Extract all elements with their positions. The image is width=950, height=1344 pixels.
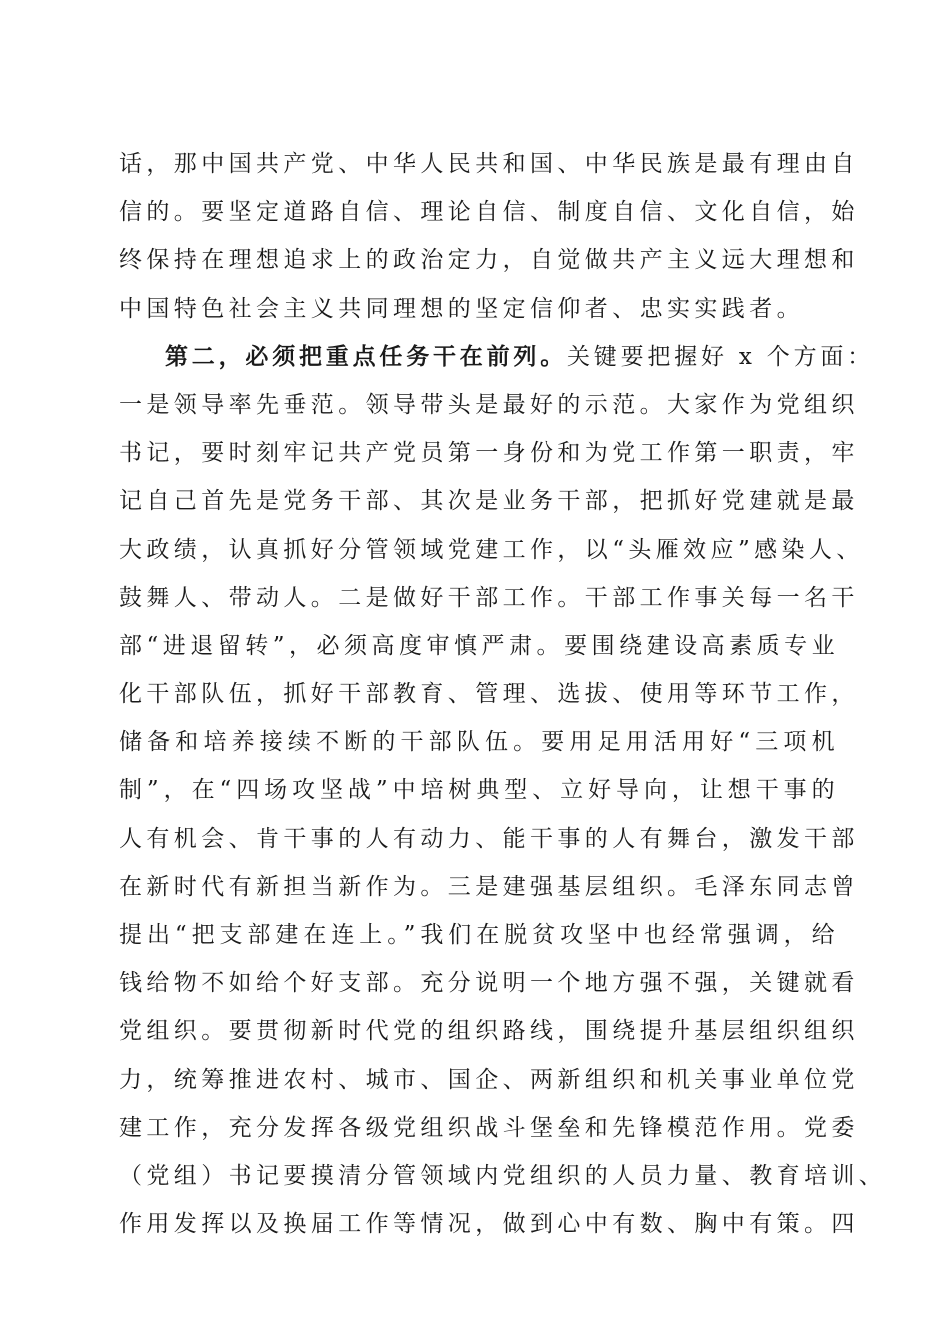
text-line: 人有机会、肯干事的人有动力、能干事的人有舞台，激发干部	[119, 825, 859, 852]
text-line: 鼓舞人、带动人。二是做好干部工作。干部工作事关每一名干	[119, 584, 859, 611]
text-line: 作用发挥以及换届工作等情况，做到心中有数、胸中有策。四	[119, 1211, 859, 1238]
text-line: 制”，在“四场攻坚战”中培树典型、立好导向，让想干事的	[119, 777, 839, 804]
text-line: 化干部队伍，抓好干部教育、管理、选拔、使用等环节工作，	[119, 681, 859, 708]
text-line: 在新时代有新担当新作为。三是建强基层组织。毛泽东同志曾	[119, 873, 859, 900]
text-line: 钱给物不如给个好支部。充分说明一个地方强不强，关键就看	[119, 970, 859, 997]
text-line: 部“进退留转”，必须高度审慎严肃。要围绕建设高素质专业	[119, 632, 839, 659]
text-line: 记自己首先是党务干部、其次是业务干部，把抓好党建就是最	[119, 488, 859, 515]
text-line: 党组织。要贯彻新时代党的组织路线，围绕提升基层组织组织	[119, 1018, 859, 1045]
text-line: 一是领导率先垂范。领导带头是最好的示范。大家作为党组织	[119, 391, 859, 418]
text-line: 力，统筹推进农村、城市、国企、两新组织和机关事业单位党	[119, 1066, 859, 1093]
text-line: （党组）书记要摸清分管领域内党组织的人员力量、教育培训、	[119, 1162, 887, 1189]
text-line: 储备和培养接续不断的干部队伍。要用足用活用好“三项机	[119, 729, 839, 756]
paragraph-1	[119, 140, 859, 333]
paragraph-2-first-line	[119, 333, 874, 381]
paragraph-2	[119, 333, 887, 1249]
section-heading: 第二，必须把重点任务干在前列。	[165, 342, 567, 370]
body-text	[119, 140, 887, 1248]
text-line: 话，那中国共产党、中华人民共和国、中华民族是最有理由自	[119, 151, 859, 177]
text-line: 大政绩，认真抓好分管领域党建工作，以“头雁效应”感染人、	[119, 536, 864, 563]
text-line: 信的。要坚定道路自信、理论自信、制度自信、文化自信，始	[119, 199, 859, 226]
text-line: 提出“把支部建在连上。”我们在脱贫攻坚中也经常强调，给	[119, 922, 839, 948]
text-line: 书记，要时刻牢记共产党员第一身份和为党工作第一职责，牢	[119, 440, 859, 467]
text-line: 中国特色社会主义共同理想的坚定信仰者、忠实实践者。	[119, 295, 804, 322]
first-line-rest: 关键要把握好 x 个方面：	[567, 343, 874, 370]
text-line: 终保持在理想追求上的政治定力，自觉做共产主义远大理想和	[119, 247, 859, 274]
text-line: 建工作，充分发挥各级党组织战斗堡垒和先锋模范作用。党委	[119, 1114, 859, 1141]
